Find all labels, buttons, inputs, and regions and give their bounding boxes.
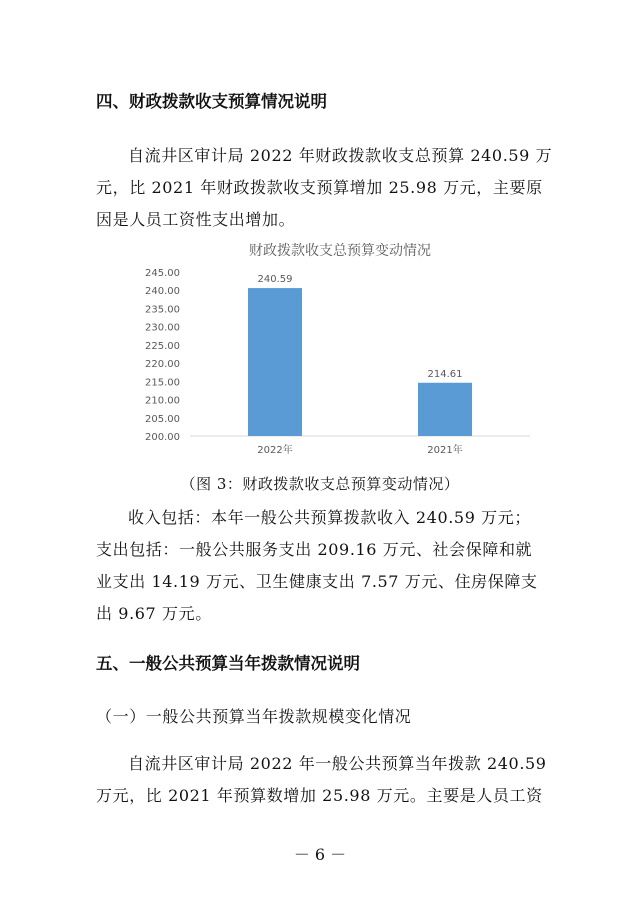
x-category-label: 2022年 <box>257 445 293 456</box>
y-tick-label: 235.00 <box>145 304 180 316</box>
y-tick-label: 215.00 <box>145 377 180 389</box>
y-tick-label: 220.00 <box>145 359 180 371</box>
chart-canvas <box>140 236 540 466</box>
income-expense-paragraph <box>96 502 551 630</box>
page-number: － 6 － <box>293 845 347 864</box>
bar-data-label: 214.61 <box>427 368 463 380</box>
y-tick-label: 240.00 <box>145 286 180 298</box>
chart-bar <box>248 288 302 436</box>
section-4-heading: 四、财政拨款收支预算情况说明 <box>96 92 327 111</box>
section-5-paragraph <box>96 748 551 812</box>
paragraph-line: 万元，比 2021 年预算数增加 25.98 万元。主要是人员工资 <box>96 786 543 805</box>
income-line: 收入包括：本年一般公共预算拨款收入 240.59 万元； <box>128 508 531 527</box>
paragraph-line: 自流井区审计局 2022 年一般公共预算当年拨款 240.59 <box>128 754 547 773</box>
section-4-paragraph <box>96 140 551 236</box>
y-tick-label: 230.00 <box>145 322 180 334</box>
y-tick-label: 225.00 <box>145 340 180 352</box>
x-category-label: 2021年 <box>427 445 463 456</box>
chart-bar <box>418 383 472 436</box>
bar-data-label: 240.59 <box>257 274 293 286</box>
paragraph-line: 自流井区审计局 2022 年财政拨款收支总预算 240.59 万 <box>128 146 553 165</box>
y-tick-label: 205.00 <box>145 413 180 425</box>
paragraph-line: 因是人员工资性支出增加。 <box>96 210 296 229</box>
section-5-heading: 五、一般公共预算当年拨款情况说明 <box>96 654 360 673</box>
budget-change-chart <box>140 236 540 466</box>
paragraph-line: 元，比 2021 年财政拨款收支预算增加 25.98 万元，主要原 <box>96 178 543 197</box>
expense-line: 业支出 14.19 万元、卫生健康支出 7.57 万元、住房保障支 <box>96 572 538 591</box>
chart-title: 财政拨款收支总预算变动情况 <box>249 243 431 259</box>
section-5-subheading: （一）一般公共预算当年拨款规模变化情况 <box>96 707 412 726</box>
figure-caption: （图 3：财政拨款收支总预算变动情况） <box>180 475 460 493</box>
y-tick-label: 200.00 <box>145 432 180 443</box>
y-tick-label: 245.00 <box>145 268 180 279</box>
expense-line: 出 9.67 万元。 <box>96 604 212 623</box>
y-tick-label: 210.00 <box>145 395 180 407</box>
expense-line: 支出包括：一般公共服务支出 209.16 万元、社会保障和就 <box>96 540 533 559</box>
